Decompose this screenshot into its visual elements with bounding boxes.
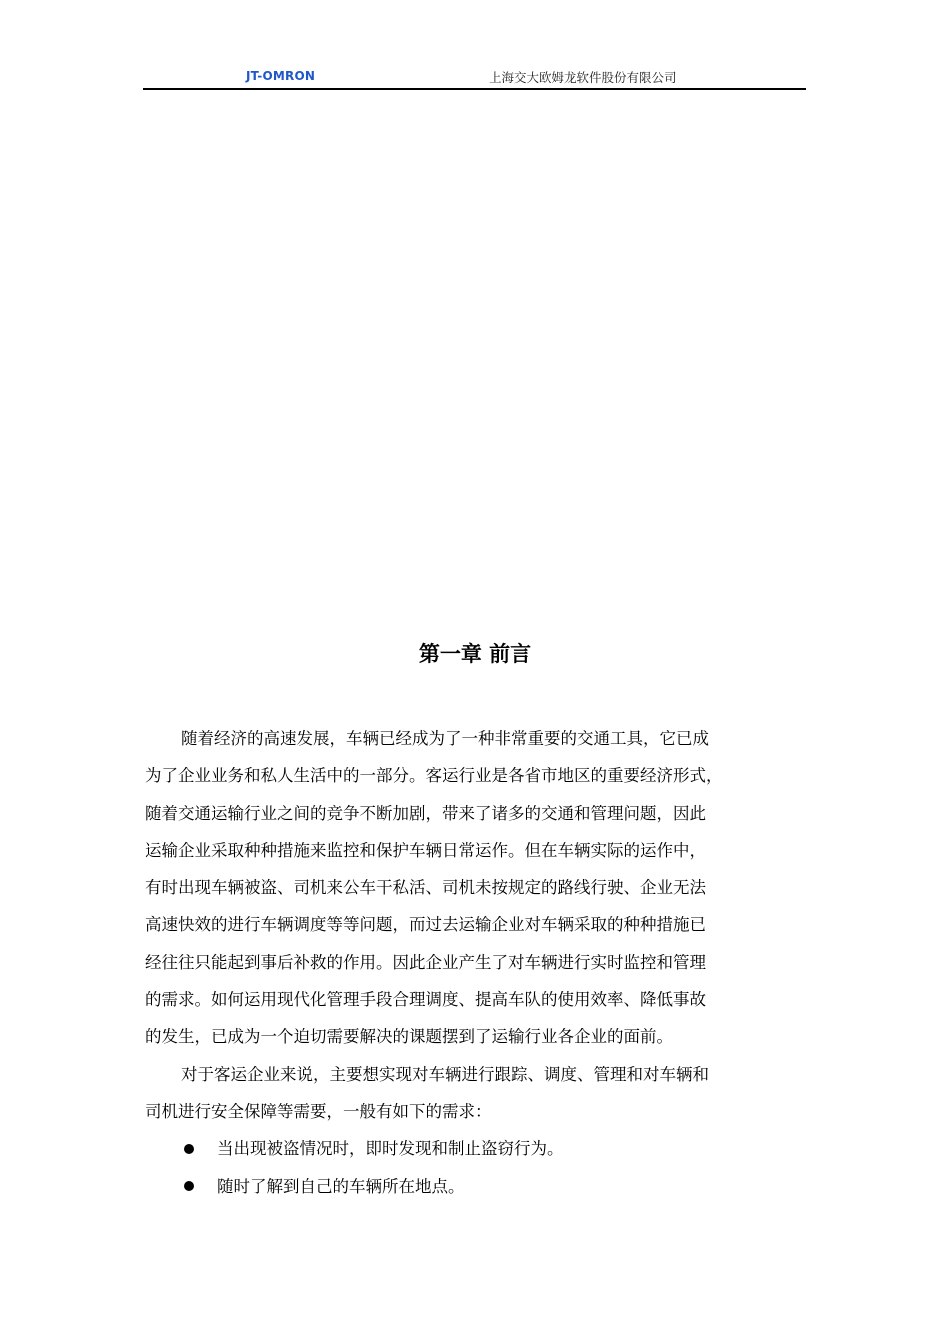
paragraph-1	[145, 720, 807, 1056]
text-line: 经往往只能起到事后补救的作用。因此企业产生了对车辆进行实时监控和管理	[145, 952, 706, 972]
company-name: 上海交大欧姆龙软件股份有限公司	[489, 70, 677, 85]
list-item-text: 随时了解到自己的车辆所在地点。	[217, 1176, 465, 1196]
text-line: 为了企业业务和私人生活中的一部分。客运行业是各省市地区的重要经济形式，	[145, 766, 723, 786]
text-line: 高速快效的进行车辆调度等等问题，而过去运输企业对车辆采取的种种措施已	[145, 915, 706, 935]
list-item	[145, 1130, 807, 1167]
document-body	[145, 720, 807, 1205]
chapter-title: 第一章 前言	[418, 642, 532, 666]
page-header	[143, 66, 806, 90]
text-line: 的发生，已成为一个迫切需要解决的课题摆到了运输行业各企业的面前。	[145, 1027, 673, 1047]
company-logo: JT-OMRON	[246, 69, 316, 83]
bullet-icon	[184, 1181, 194, 1191]
requirements-list	[145, 1130, 807, 1205]
list-item-text: 当出现被盗情况时，即时发现和制止盗窃行为。	[217, 1139, 564, 1159]
text-line: 有时出现车辆被盗、司机来公车干私活、司机未按规定的路线行驶、企业无法	[145, 878, 706, 898]
text-line: 随着经济的高速发展，车辆已经成为了一种非常重要的交通工具，它已成	[181, 729, 709, 748]
list-item	[145, 1168, 807, 1205]
text-line: 的需求。如何运用现代化管理手段合理调度、提高车队的使用效率、降低事故	[145, 990, 706, 1010]
paragraph-2	[145, 1056, 807, 1131]
text-line: 运输企业采取种种措施来监控和保护车辆日常运作。但在车辆实际的运作中，	[145, 840, 706, 860]
text-line: 对于客运企业来说，主要想实现对车辆进行跟踪、调度、管理和对车辆和	[181, 1064, 709, 1084]
bullet-icon	[184, 1144, 194, 1154]
text-line: 随着交通运输行业之间的竞争不断加剧，带来了诸多的交通和管理问题，因此	[145, 803, 706, 823]
text-line: 司机进行安全保障等需要，一般有如下的需求：	[145, 1101, 492, 1121]
